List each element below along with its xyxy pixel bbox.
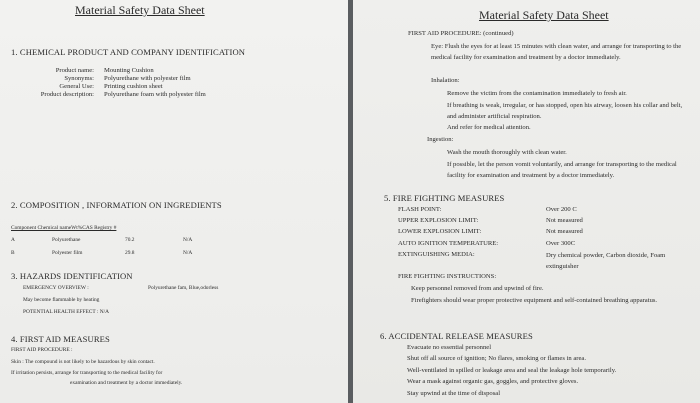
- product-description-value: Polyurethane foam with polyester film: [104, 91, 206, 98]
- flammable-note: May become flammable by heating: [23, 297, 100, 303]
- row-b-cas: N/A: [183, 250, 193, 256]
- product-name-value: Mounting Cushion: [104, 67, 154, 74]
- ingestion-item: Wash the mouth thoroughly with clean water.: [447, 149, 567, 156]
- lower-explosion-label: LOWER EXPLOSION LIMIT:: [398, 228, 482, 235]
- fire-instructions-label: FIRE FIGHTING INSTRUCTIONS:: [398, 273, 497, 280]
- skin-text: Skin : The compound is not likely to be hazardous by skin contact.: [11, 359, 155, 365]
- first-aid-procedure-label: FIRST AID PROCEDURE :: [11, 347, 73, 353]
- upper-explosion-value: Not measured: [546, 217, 583, 224]
- page-title: Material Safety Data Sheet: [479, 8, 609, 22]
- release-item: Well-ventilated in spilled or leakage area and seal the leakage hole temporarily.: [407, 367, 617, 374]
- section3-heading: 3. HAZARDS IDENTIFICATION: [11, 271, 133, 281]
- emergency-overview-label: EMERGENCY OVERVIEW :: [23, 285, 89, 291]
- general-use-label: General Use:: [59, 83, 94, 90]
- irritation-text: If irritation persists, arrange for transporting to the medical facility for: [11, 370, 163, 376]
- section2-heading: 2. COMPOSITION , INFORMATION ON INGREDIENTS: [11, 200, 222, 210]
- inhalation-label: Inhalation:: [431, 77, 460, 84]
- flash-point-label: FLASH POINT:: [398, 206, 442, 213]
- irritation-text-cont: examination and treatment by a doctor immediately.: [70, 380, 183, 386]
- ingestion-label: Ingestion:: [427, 136, 454, 143]
- product-name-label: Product name:: [55, 67, 94, 74]
- fire-instruction-item: Keep personnel removed from and upwind of fire.: [411, 285, 544, 292]
- row-b-name: Polyester film: [52, 250, 83, 256]
- row-b-id: B: [11, 250, 15, 256]
- emergency-overview-value: Polyurethane fam, Blue,odorless: [148, 285, 219, 291]
- release-item: Stay upwind at the time of disposal: [407, 390, 501, 397]
- synonyms-value: Polyurethane with polyester film: [104, 75, 191, 82]
- eye-text: Eye: Flush the eyes for at least 15 minutes with clean water, and arrange for transporting to the medical facility for examination and treatment by a doctor immediately.: [431, 43, 682, 61]
- page-title: Material Safety Data Sheet: [75, 3, 205, 17]
- upper-explosion-label: UPPER EXPLOSION LIMIT:: [398, 217, 479, 224]
- fire-instruction-item: Firefighters should wear proper protective equipment and self-contained breathing apparatus.: [411, 297, 658, 304]
- inhalation-item: Remove the victim from the contamination immediately to fresh air.: [447, 90, 627, 97]
- row-a-wt: 70.2: [125, 237, 135, 243]
- synonyms-label: Synonyms:: [64, 75, 94, 82]
- release-item: Evacuate no essential personnel: [407, 344, 492, 351]
- section6-heading: 6. ACCIDENTAL RELEASE MEASURES: [380, 331, 533, 341]
- inhalation-item: And refer for medical attention.: [447, 124, 531, 131]
- auto-ignition-value: Over 300C: [546, 240, 576, 247]
- flash-point-value: Over 200 C: [546, 206, 577, 213]
- potential-health-effect: POTENTIAL HEALTH EFFECT : N/A: [23, 309, 110, 315]
- row-a-cas: N/A: [183, 237, 193, 243]
- section1-heading: 1. CHEMICAL PRODUCT AND COMPANY IDENTIFICATION: [11, 47, 246, 57]
- right-page: [353, 0, 700, 403]
- product-description-label: Product description:: [40, 91, 94, 98]
- auto-ignition-label: AUTO IGNITION TEMPERATURE:: [398, 240, 499, 247]
- ingestion-item: If possible, let the person vomit voluntarily, and arrange for transporting to the medical facility for examination and treatment by a doctor immediately.: [447, 161, 677, 179]
- composition-table-header: Component Chemical nameWt%CAS Registry #: [11, 225, 117, 231]
- left-page: [0, 0, 348, 403]
- general-use-value: Printing cushion sheet: [104, 83, 163, 90]
- section5-heading: 5. FIRE FIGHTING MEASURES: [384, 193, 505, 203]
- lower-explosion-value: Not measured: [546, 228, 583, 235]
- inhalation-item: If breathing is weak, irregular, or has stopped, open his airway, loosen his collar and belt, and administer artificial respiration.: [447, 102, 683, 120]
- release-item: Shut off all source of ignition; No flares, smoking or flames in area.: [407, 355, 586, 362]
- row-b-wt: 29.8: [125, 250, 135, 256]
- row-a-name: Polyurethane: [52, 237, 81, 243]
- first-aid-continued-heading: FIRST AID PROCEDURE: (continued): [408, 30, 514, 37]
- row-a-id: A: [11, 237, 15, 243]
- extinguishing-media-value: Dry chemical powder, Carbon dioxide, Foam extinguisher: [546, 252, 666, 270]
- section4-heading: 4. FIRST AID MEASURES: [11, 334, 110, 344]
- release-item: Wear a mask against organic gas, goggles, and protective gloves.: [407, 378, 579, 385]
- extinguishing-media-label: EXTINGUISHING MEDIA:: [398, 251, 475, 258]
